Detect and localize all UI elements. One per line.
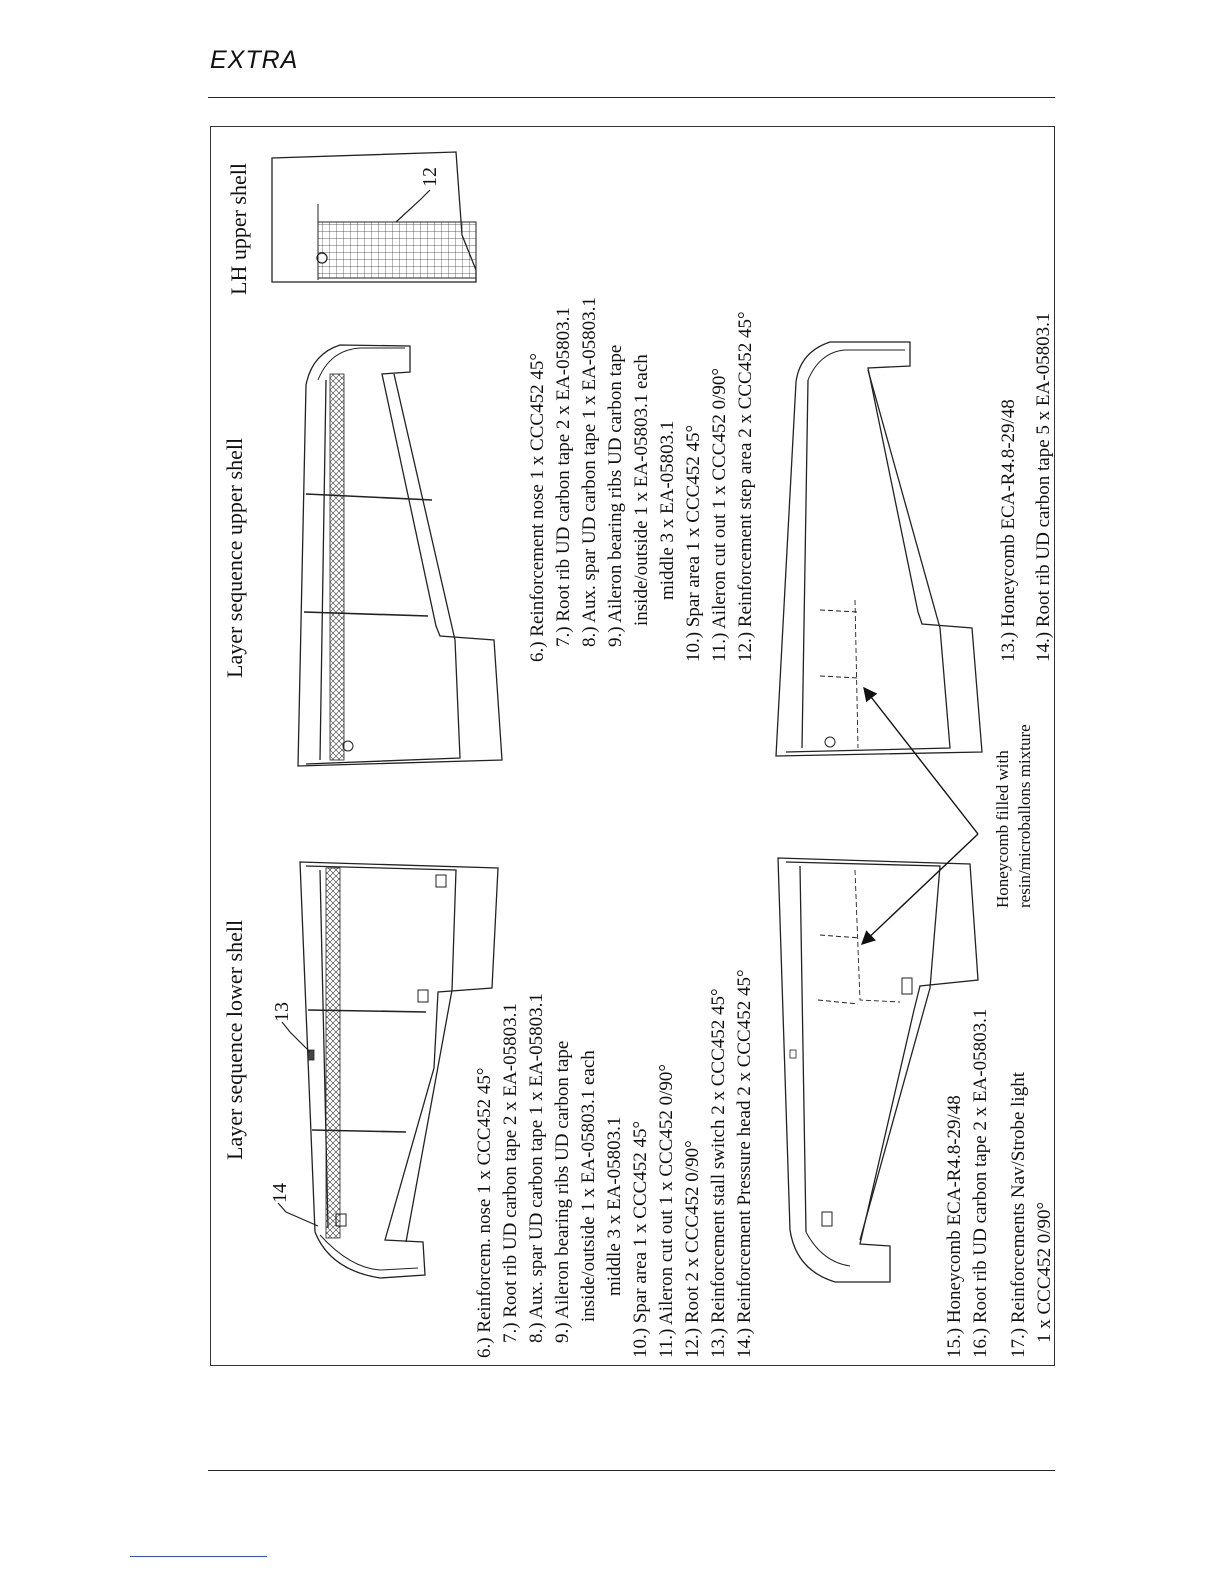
upper-item-8: 8.) Aux. spar UD carbon tape 1 x EA-05803.1: [579, 297, 600, 647]
lower-item-11: 11.) Aileron cut out 1 x CCC452 0/90°: [656, 1064, 677, 1358]
lower-item-7: 7.) Root rib UD carbon tape 2 x EA-05803.1: [500, 1003, 521, 1343]
upper-shell-wing: [298, 345, 502, 766]
callout-13: [271, 1002, 310, 1052]
annotation-arrow-upper: [864, 688, 978, 834]
upper-item-9: 9.) Aileron bearing ribs UD carbon tape: [605, 344, 626, 647]
upper-shell-honeycomb-wing: [776, 342, 982, 756]
upper-shell-layer-list: [527, 297, 756, 662]
svg-text:12: 12: [419, 167, 441, 187]
bl-item-17: 17.) Reinforcements Nav/Strobe light: [1008, 1072, 1029, 1358]
bl-item-17b: 1 x CCC452 0/90°: [1034, 1201, 1055, 1343]
lower-item-13: 13.) Reinforcement stall switch 2 x CCC452 45°: [708, 988, 729, 1358]
annotation-line-1: Honeycomb filled with: [993, 750, 1012, 908]
upper-item-10: 10.) Spar area 1 x CCC452 45°: [683, 424, 704, 662]
bottom-right-layer-list: [998, 313, 1054, 662]
lower-item-9: 9.) Aileron bearing ribs UD carbon tape: [552, 1040, 573, 1343]
lower-item-10: 10.) Spar area 1 x CCC452 45°: [630, 1120, 651, 1358]
annotation-line-2: resin/microballons mixture: [1015, 724, 1034, 908]
upper-item-11: 11.) Aileron cut out 1 x CCC452 0/90°: [709, 368, 730, 662]
title-lh-upper-shell: LH upper shell: [226, 163, 251, 295]
br-item-13: 13.) Honeycomb ECA-R4.8-29/48: [998, 399, 1019, 662]
lower-item-12: 12.) Root 2 x CCC452 0/90°: [682, 1140, 703, 1358]
bl-item-16: 16.) Root rib UD carbon tape 2 x EA-05803.1: [970, 1008, 991, 1358]
callout-14: [269, 1183, 318, 1226]
lower-item-14: 14.) Reinforcement Pressure head 2 x CCC452 45°: [734, 969, 755, 1358]
upper-item-9c: middle 3 x EA-05803.1: [657, 420, 678, 600]
lower-shell-layer-list: [474, 969, 755, 1358]
title-lower-shell: Layer sequence lower shell: [222, 919, 247, 1160]
lower-item-6: 6.) Reinforcem. nose 1 x CCC452 45°: [474, 1067, 495, 1358]
lh-upper-shell-detail: [272, 152, 476, 282]
bl-item-15: 15.) Honeycomb ECA-R4.8-29/48: [944, 1095, 965, 1358]
lower-item-9c: middle 3 x EA-05803.1: [604, 1116, 625, 1296]
annotation-arrow-lower: [862, 834, 978, 944]
callout-12: [396, 167, 441, 222]
upper-item-7: 7.) Root rib UD carbon tape 2 x EA-05803.1: [553, 307, 574, 647]
bottom-left-layer-list: [944, 1009, 1055, 1358]
svg-text:13: 13: [271, 1002, 293, 1022]
upper-item-12: 12.) Reinforcement step area 2 x CCC452 45°: [735, 311, 756, 662]
lower-item-9b: inside/outside 1 x EA-05803.1 each: [578, 1050, 599, 1322]
br-item-14: 14.) Root rib UD carbon tape 5 x EA-05803.1: [1033, 312, 1054, 662]
lower-item-8: 8.) Aux. spar UD carbon tape 1 x EA-05803.1: [526, 993, 547, 1343]
upper-item-6: 6.) Reinforcement nose 1 x CCC452 45°: [527, 353, 548, 662]
title-upper-shell: Layer sequence upper shell: [222, 437, 247, 678]
svg-text:14: 14: [269, 1183, 291, 1203]
extra-logo: EXTRA: [210, 46, 299, 74]
lower-shell-wing: [300, 862, 498, 1278]
upper-item-9b: inside/outside 1 x EA-05803.1 each: [631, 354, 652, 626]
